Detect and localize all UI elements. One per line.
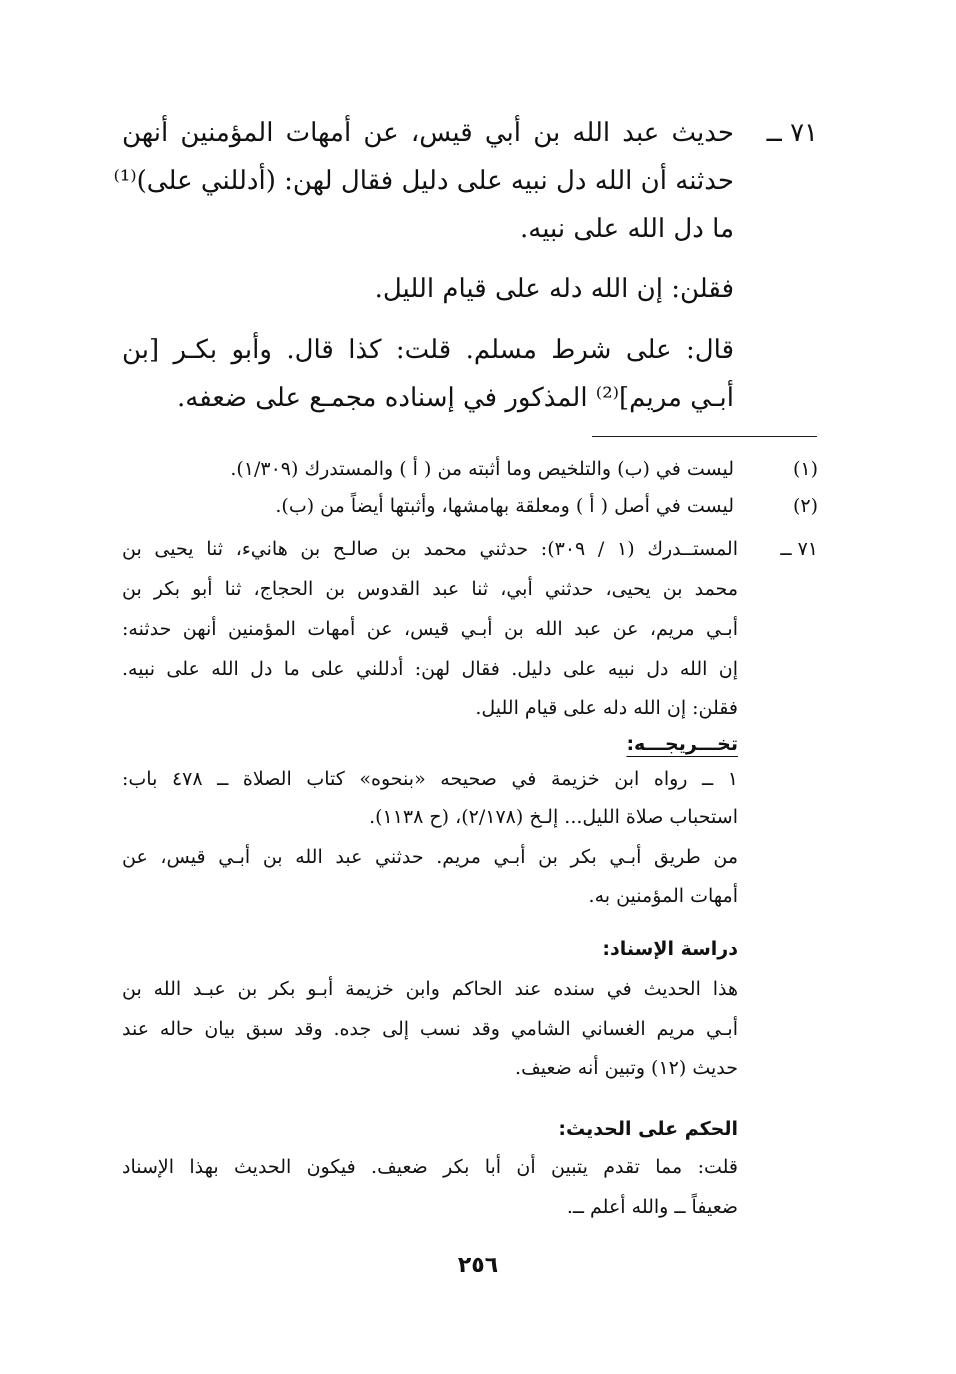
takhrij-line-3: من طريق أبـي بكر بن أبـي مريم. حدثني عبد الله بن أبـي قيس، عن — [122, 846, 738, 868]
takhrij-heading: تخـــريجـــه: — [626, 733, 738, 755]
footnote-text-1: ليست في (ب) والتلخيص وما أثبته من ( أ ) والمستدرك (١/٣٠٩). — [230, 458, 734, 480]
main-line-3: ما دل الله على نبيه. — [520, 214, 734, 244]
hukm-line-1: قلت: مما تقدم يتبين أن أبا بكر ضعيف. فيكون الحديث بهذا الإسناد — [122, 1156, 738, 1178]
footnote-separator — [592, 436, 817, 437]
footnote-text-2: ليست في أصل ( أ ) ومعلقة بهامشها، وأثبتها أيضاً من (ب). — [275, 495, 734, 517]
main-line-2: حدثنه أن الله دل نبيه على دليل فقال لهن: (أدللني على)⁽¹⁾ — [113, 166, 734, 196]
commentary-line-5: فقلن: إن الله دله على قيام الليل. — [475, 697, 738, 719]
isnad-line-1: هذا الحديث في سنده عند الحاكم وابن خزيمة أبـو بكر بن عبـد الله بن — [122, 978, 738, 1000]
page-number: ٢٥٦ — [457, 1253, 499, 1278]
takhrij-line-2: استحباب صلاة الليل... إلـخ (٢/١٧٨)، (ح ١١٣٨). — [369, 806, 738, 828]
isnad-line-2: أبـي مريم الغساني الشامي وقد نسب إلى جده. وقد سبق بيان حاله عند — [122, 1018, 738, 1040]
main-line-1: حديث عبد الله بن أبي قيس، عن أمهات المؤمنين أنهن — [122, 118, 734, 148]
commentary-number: ٧١ ــ — [780, 538, 818, 560]
commentary-line-4: إن الله دل نبيه على دليل. فقال لهن: أدللني على ما دل الله على نبيه. — [122, 658, 738, 680]
hadith-number: ٧١ ــ — [766, 118, 818, 148]
main-line-4: فقلن: إن الله دله على قيام الليل. — [374, 274, 734, 304]
hukm-heading: الحكم على الحديث: — [558, 1118, 738, 1140]
footnote-marker-2: (٢) — [792, 495, 818, 517]
isnad-heading: دراسة الإسناد: — [602, 938, 738, 960]
commentary-line-3: أبـي مريم، عن عبد الله بن أبـي قيس، عن أمهات المؤمنين أنهن حدثنه: — [122, 618, 738, 640]
isnad-line-3: حديث (١٢) وتبين أنه ضعيف. — [515, 1057, 738, 1079]
main-line-6: أبـي مريم]⁽²⁾ المذكور في إسناده مجمـع على ضعفه. — [176, 383, 734, 413]
commentary-line-1: المستــدرك (١ / ٣٠٩): حدثني محمد بن صالـح بن هانيء، ثنا يحيى بن — [122, 538, 739, 560]
commentary-line-2: محمد بن يحيى، حدثني أبي، ثنا عبد القدوس بن الحجاج، ثنا أبو بكر بن — [122, 578, 738, 600]
main-line-5: قال: على شرط مسلم. قلت: كذا قال. وأبو بكـر [بن — [122, 335, 734, 365]
takhrij-line-1: ١ ــ رواه ابن خزيمة في صحيحه «بنحوه» كتاب الصلاة ــ ٤٧٨ باب: — [122, 768, 738, 790]
takhrij-line-4: أمهات المؤمنين به. — [588, 885, 738, 907]
hukm-line-2: ضعيفاً ــ والله أعلم ــ. — [566, 1196, 738, 1218]
footnote-marker-1: (١) — [792, 458, 818, 480]
